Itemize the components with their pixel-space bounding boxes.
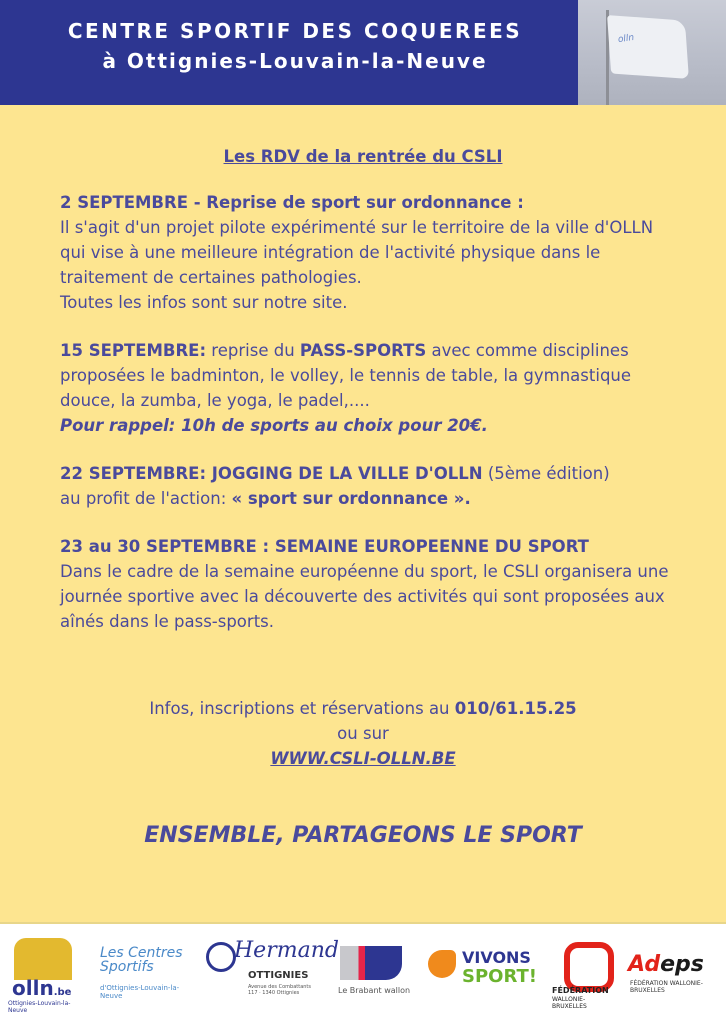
event-body: Il s'agit d'un projet pilote expérimenté sur le territoire de la ville d'OLLN qui vise à une meilleure intégration de l'activité physique dans le traitement de certaines pathologies. xyxy=(60,218,654,287)
vw-icon xyxy=(206,942,236,972)
fwb-line2: WALLONIE-BRUXELLES xyxy=(552,996,587,1010)
olln-sub: Ottignies-Louvain-la-Neuve xyxy=(8,1000,71,1014)
contact-info xyxy=(0,696,726,771)
event-heading: 15 SEPTEMBRE: xyxy=(60,341,207,360)
event-sep-2 xyxy=(60,190,680,315)
hermand-name: Hermand xyxy=(234,938,339,963)
event-sep-23-30 xyxy=(60,534,680,634)
event-sep-15 xyxy=(60,338,680,438)
vivons-sport-logo[interactable] xyxy=(428,932,540,1012)
fwb-line1: FÉDÉRATION xyxy=(552,986,609,995)
adeps-sub: FÉDÉRATION WALLONIE-BRUXELLES xyxy=(630,980,703,994)
hermand-city: OTTIGNIES xyxy=(248,970,309,981)
event-note: Pour rappel: 10h de sports au choix pour 20€. xyxy=(60,416,488,435)
hermand-logo[interactable] xyxy=(204,932,339,1012)
flag-icon xyxy=(607,15,689,79)
adeps-word-a: Ad xyxy=(628,952,661,977)
vivons-line2: SPORT! xyxy=(462,966,537,987)
bw-mark-icon xyxy=(340,946,402,980)
header-banner xyxy=(0,0,726,105)
hand-icon xyxy=(428,950,456,978)
castle-icon xyxy=(14,938,72,980)
centres-title: Les Centres Sportifs xyxy=(100,945,183,975)
contact-line: Infos, inscriptions et réservations au xyxy=(149,699,455,718)
adeps-word xyxy=(628,952,704,977)
slogan: ENSEMBLE, PARTAGEONS LE SPORT xyxy=(144,823,582,848)
brabant-wallon-logo[interactable] xyxy=(334,932,414,1012)
contact-phone[interactable]: 010/61.15.25 xyxy=(454,699,577,718)
event-body: au profit de l'action: xyxy=(60,489,232,508)
flag-text: olln xyxy=(617,32,635,46)
event-extra: Toutes les infos sont sur notre site. xyxy=(60,293,348,312)
adeps-word-b: eps xyxy=(660,952,704,977)
event-body: Dans le cadre de la semaine européenne du sport, le CSLI organisera une journée sportive avec la découverte des activités qui sont proposées aux aînés dans le pass-sports. xyxy=(60,562,669,631)
header-title xyxy=(0,16,590,76)
event-heading: 22 SEPTEMBRE: JOGGING DE LA VILLE D'OLLN xyxy=(60,464,483,483)
event-body: avec comme disciplines proposées le badminton, le volley, le tennis de table, la gymnastique douce, la zumba, le yoga, le padel,.... xyxy=(60,341,632,410)
event-heading: 2 SEPTEMBRE - Reprise de sport sur ordonnance : xyxy=(60,193,524,212)
olln-tld: .be xyxy=(53,987,72,998)
page-subtitle: Les RDV de la rentrée du CSLI xyxy=(223,147,503,166)
contact-or: ou sur xyxy=(337,724,389,743)
sponsor-logos-strip xyxy=(0,922,726,1026)
event-emphasis: « sport sur ordonnance ». xyxy=(231,489,471,508)
vivons-line1: VIVONS xyxy=(462,948,531,967)
hermand-address: Avenue des Combattants 117 · 1340 Ottignies xyxy=(248,984,311,996)
olln-word xyxy=(12,976,71,1000)
olln-word-text: olln xyxy=(12,976,54,1000)
title-line-2: à Ottignies-Louvain-la-Neuve xyxy=(102,49,488,73)
event-heading: 23 au 30 SEPTEMBRE : SEMAINE EUROPEENNE DU SPORT xyxy=(60,537,589,556)
centres-sub: d'Ottignies-Louvain-la-Neuve xyxy=(100,984,180,1000)
olln-logo[interactable] xyxy=(8,932,84,1012)
fwb-mark-icon xyxy=(564,942,614,992)
main-content xyxy=(60,144,680,657)
title-line-1: CENTRE SPORTIF DES COQUEREES xyxy=(67,19,523,43)
event-sep-22 xyxy=(60,461,680,511)
federation-wb-logo[interactable] xyxy=(552,932,616,1012)
website-link[interactable]: WWW.CSLI-OLLN.BE xyxy=(270,749,456,768)
flag-photo xyxy=(578,0,726,105)
adeps-logo[interactable] xyxy=(626,932,718,1012)
event-emphasis: PASS-SPORTS xyxy=(299,341,427,360)
centres-sportifs-logo[interactable] xyxy=(96,932,188,1012)
bw-caption: Le Brabant wallon xyxy=(338,986,411,995)
event-body: reprise du xyxy=(206,341,300,360)
event-edition: (5ème édition) xyxy=(482,464,610,483)
